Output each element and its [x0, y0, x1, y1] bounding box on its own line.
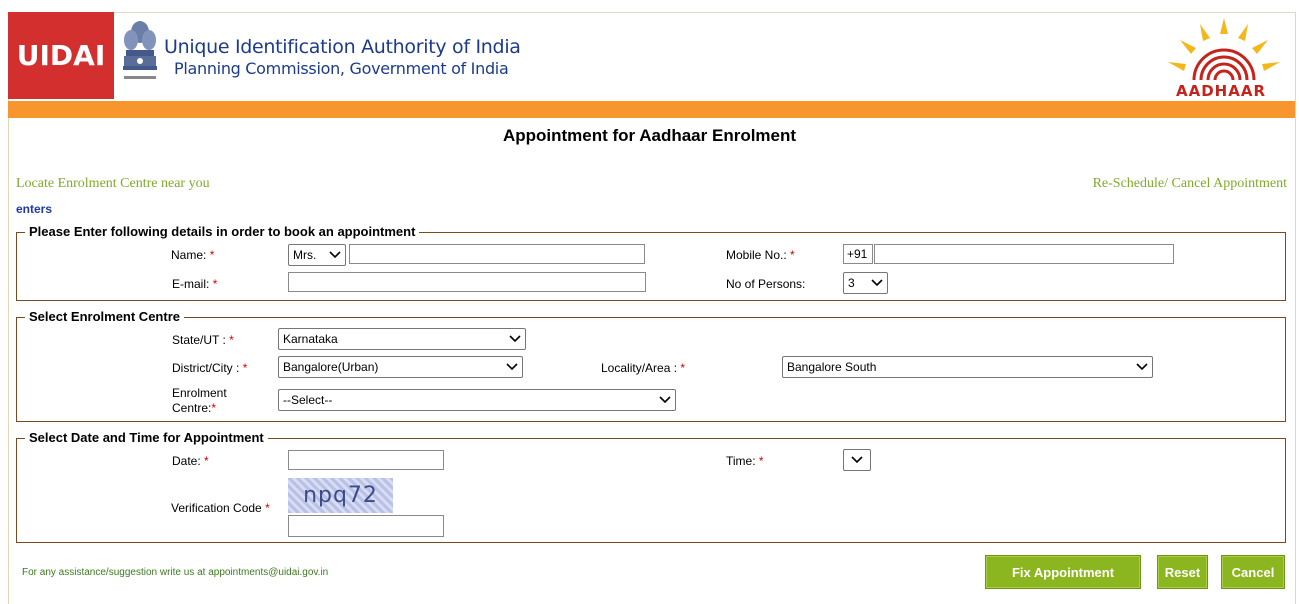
state-label: State/UT : * [172, 333, 234, 347]
locality-select[interactable] [782, 356, 1153, 378]
district-select-value: Bangalore(Urban) [283, 360, 379, 374]
chevron-down-icon [1136, 363, 1148, 371]
verification-input[interactable] [288, 515, 444, 537]
title-select-value: Mrs. [293, 248, 317, 262]
org-name: Unique Identification Authority of India [164, 36, 521, 58]
national-emblem-icon [118, 18, 162, 92]
chevron-down-icon [509, 335, 521, 343]
time-select[interactable] [843, 449, 871, 471]
time-label: Time: * [726, 454, 764, 468]
aadhaar-logo-text: AADHAAR [1176, 82, 1266, 100]
date-time-legend: Select Date and Time for Appointment [29, 430, 264, 445]
locality-label: Locality/Area : * [601, 361, 686, 375]
chevron-down-icon [506, 363, 518, 371]
uidai-logo [8, 12, 114, 99]
date-input[interactable] [288, 450, 444, 470]
org-subtitle: Planning Commission, Government of India [174, 59, 509, 78]
reschedule-cancel-link[interactable]: Re-Schedule/ Cancel Appointment [1092, 176, 1287, 191]
email-input[interactable] [288, 272, 646, 292]
reset-button[interactable]: Reset [1157, 555, 1208, 589]
fix-appointment-button[interactable]: Fix Appointment [985, 555, 1141, 589]
persons-select-value: 3 [848, 276, 855, 290]
uidai-logo-text: UIDAI [16, 39, 106, 72]
enrolment-centre-label: Enrolment Centre:* [172, 386, 227, 415]
locality-select-value: Bangalore South [787, 360, 877, 374]
persons-select[interactable] [843, 272, 888, 294]
personal-details-legend: Please Enter following details in order to book an appointment [29, 224, 416, 239]
state-select[interactable] [278, 328, 526, 350]
persons-label: No of Persons: [726, 277, 806, 291]
date-label: Date: * [172, 454, 209, 468]
mobile-input[interactable] [874, 244, 1174, 264]
name-input[interactable] [349, 244, 645, 264]
district-select[interactable] [278, 356, 523, 378]
assistance-note: For any assistance/suggestion write us at appointments@uidai.gov.in [22, 567, 329, 578]
district-label: District/City : * [172, 361, 248, 375]
verification-label: Verification Code * [171, 501, 270, 515]
captcha-image: npq72 [288, 478, 393, 513]
mobile-label: Mobile No.: * [726, 248, 795, 262]
email-label: E-mail: * [172, 277, 218, 291]
name-label: Name: * [171, 248, 215, 262]
enrolment-centre-select[interactable] [278, 389, 676, 411]
orange-banner [8, 101, 1295, 118]
chevron-down-icon [659, 396, 671, 404]
chevron-down-icon [851, 456, 863, 464]
scrolling-notice[interactable]: enters [16, 202, 53, 216]
cancel-button[interactable]: Cancel [1221, 555, 1285, 589]
chevron-down-icon [329, 251, 341, 259]
enrolment-centre-legend: Select Enrolment Centre [29, 309, 180, 324]
enrolment-centre-select-value: --Select-- [283, 393, 333, 407]
mobile-prefix: +91 [843, 244, 873, 264]
locate-centre-link[interactable]: Locate Enrolment Centre near you [16, 176, 210, 191]
chevron-down-icon [871, 279, 883, 287]
page-title: Appointment for Aadhaar Enrolment [502, 126, 797, 145]
state-select-value: Karnataka [283, 332, 338, 346]
date-time-fieldset [16, 431, 1286, 543]
title-select[interactable] [288, 244, 346, 266]
